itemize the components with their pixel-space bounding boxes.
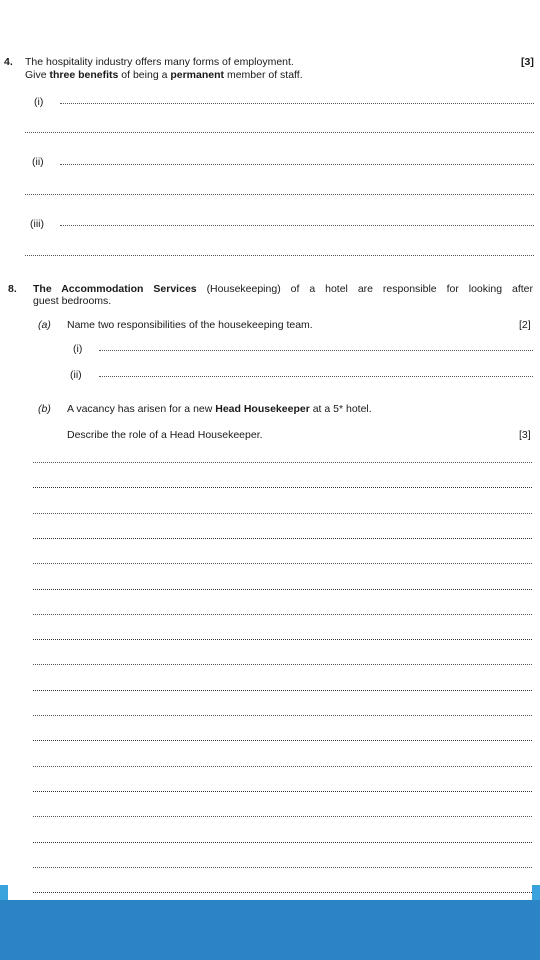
q8b-text	[67, 403, 372, 415]
q8b-text-2: Describe the role of a Head Housekeeper.	[67, 429, 263, 441]
question-4-line-1: The hospitality industry offers many forms of employment.	[25, 56, 294, 68]
q8b-answer-line[interactable]	[33, 639, 532, 640]
q8a-text: Name two responsibilities of the housekeeping team.	[67, 319, 313, 331]
q8b-answer-line[interactable]	[33, 538, 532, 539]
q4-item-i-label: (i)	[34, 96, 44, 108]
q8b-answer-line[interactable]	[33, 842, 532, 843]
q8a-label: (a)	[38, 319, 51, 331]
question-8-number: 8.	[8, 283, 17, 295]
q8b-answer-line[interactable]	[33, 614, 532, 615]
q4-answer-line-iii[interactable]	[60, 225, 534, 226]
banner-tab-right	[532, 885, 540, 900]
q4-answer-line-iii-cont[interactable]	[25, 255, 534, 256]
q8b-answer-line[interactable]	[33, 487, 532, 488]
q8a-item-i-label: (i)	[73, 343, 83, 355]
q8-intro-rest: (Housekeeping) of a hotel are responsible for looking after	[196, 283, 533, 295]
q4-text: member of staff.	[224, 69, 303, 81]
q8a-item-ii-label: (ii)	[70, 369, 82, 381]
q8b-answer-line[interactable]	[33, 816, 532, 817]
q8b-answer-line[interactable]	[33, 715, 532, 716]
q8-bold-accommodation: The Accommodation Services	[33, 283, 197, 295]
q8b-text-pre: A vacancy has arisen for a new	[67, 403, 216, 415]
q8a-marks: [2]	[519, 319, 531, 331]
q8a-answer-line-ii[interactable]	[99, 376, 533, 377]
q8b-marks: [3]	[519, 429, 531, 441]
question-8-intro-line-2: guest bedrooms.	[33, 295, 112, 307]
q8b-answer-line[interactable]	[33, 892, 532, 893]
q4-bold-benefits: three benefits	[49, 69, 119, 81]
bottom-banner	[0, 900, 540, 960]
q4-answer-line-ii-cont[interactable]	[25, 194, 534, 195]
q8b-label: (b)	[38, 403, 51, 415]
q8b-answer-line[interactable]	[33, 563, 532, 564]
q8b-answer-line[interactable]	[33, 690, 532, 691]
question-4-number: 4.	[4, 56, 13, 68]
q4-bold-permanent: permanent	[170, 69, 225, 81]
q4-answer-line-ii[interactable]	[60, 164, 534, 165]
q8b-answer-line[interactable]	[33, 462, 532, 463]
q8b-answer-line[interactable]	[33, 513, 532, 514]
q8b-answer-line[interactable]	[33, 589, 532, 590]
q8b-answer-line[interactable]	[33, 791, 532, 792]
question-4-marks: [3]	[521, 56, 534, 68]
q8b-answer-line[interactable]	[33, 766, 532, 767]
q8b-text-post: at a 5* hotel.	[309, 403, 372, 415]
question-8-intro-line-1	[33, 283, 533, 295]
q4-text: of being a	[118, 69, 171, 81]
q4-item-ii-label: (ii)	[32, 156, 44, 168]
q8b-bold-head-housekeeper: Head Housekeeper	[215, 403, 310, 415]
question-4-line-2	[25, 69, 303, 81]
q8b-answer-line[interactable]	[33, 664, 532, 665]
q4-item-iii-label: (iii)	[30, 218, 44, 230]
banner-tab-left	[0, 885, 8, 900]
q4-text: Give	[25, 69, 50, 81]
q8b-answer-line[interactable]	[33, 867, 532, 868]
q4-answer-line-i-cont[interactable]	[25, 132, 534, 133]
q4-answer-line-i[interactable]	[60, 103, 534, 104]
q8a-answer-line-i[interactable]	[99, 350, 533, 351]
q8b-answer-line[interactable]	[33, 740, 532, 741]
